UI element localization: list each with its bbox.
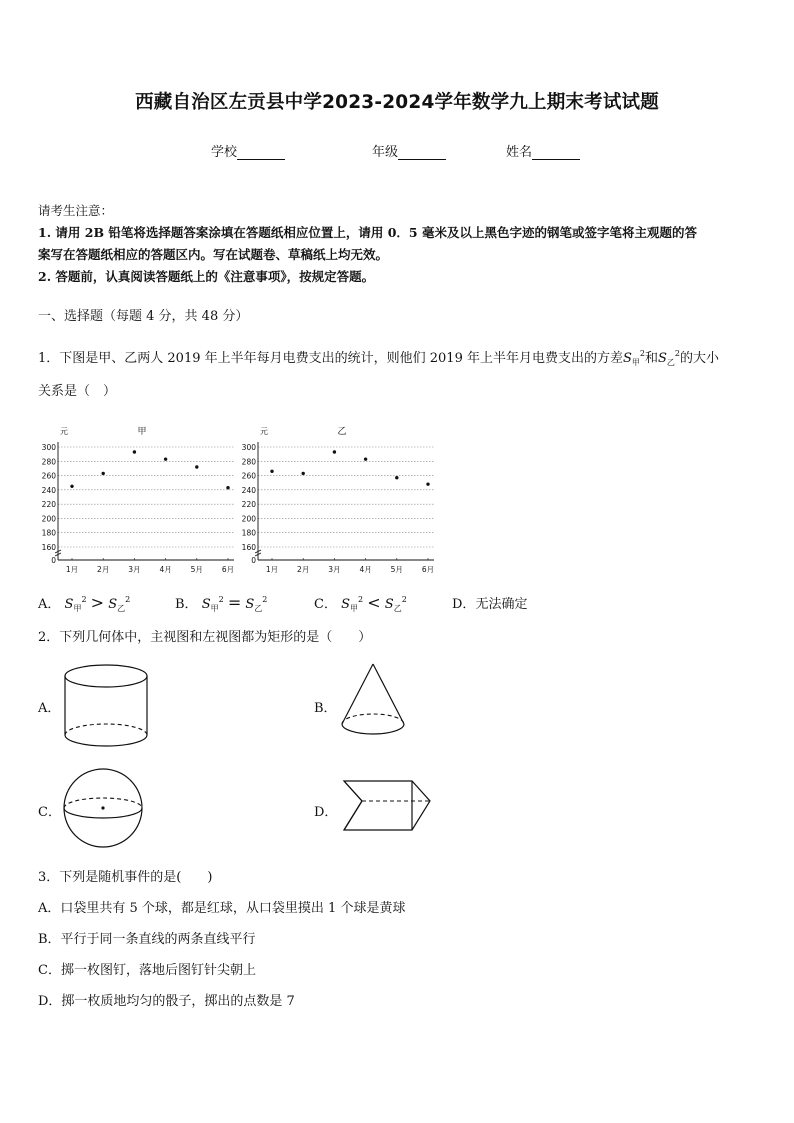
name-blank bbox=[532, 146, 580, 160]
q1-option-c[interactable] bbox=[314, 593, 407, 614]
sphere-figure bbox=[60, 766, 150, 852]
name-label: 姓名 bbox=[506, 145, 533, 160]
subscript-jia: 甲 bbox=[631, 358, 640, 367]
s-symbol: S bbox=[622, 351, 632, 366]
y-tick-label: 200 bbox=[41, 514, 56, 524]
y-tick-label: 0 bbox=[251, 556, 256, 565]
grade-label: 年级 bbox=[372, 145, 399, 160]
subscript-yi: 乙 bbox=[393, 604, 402, 613]
data-point bbox=[364, 457, 367, 460]
y-tick-label: 180 bbox=[241, 528, 256, 538]
option-label: A． bbox=[38, 597, 61, 612]
chart-title: 乙 bbox=[337, 427, 347, 437]
s-symbol: S bbox=[201, 597, 211, 612]
q1-option-a[interactable] bbox=[38, 593, 130, 614]
q3-option-d[interactable]: D．掷一枚质地均匀的骰子，掷出的点数是 7 bbox=[38, 994, 295, 1009]
y-tick-label: 220 bbox=[241, 500, 256, 510]
q2-option-b-label[interactable]: B． bbox=[314, 701, 337, 716]
s-symbol: S bbox=[108, 597, 118, 612]
data-point bbox=[195, 465, 198, 468]
subscript-yi: 乙 bbox=[254, 604, 263, 613]
option-label: C． bbox=[314, 597, 337, 612]
school-field bbox=[211, 141, 285, 160]
y-tick-label: 280 bbox=[41, 457, 56, 467]
data-point bbox=[70, 485, 73, 488]
superscript-2: 2 bbox=[125, 595, 131, 604]
relation-symbol: = bbox=[227, 593, 242, 612]
y-tick-label: 300 bbox=[241, 443, 256, 452]
x-tick-label: 6月 bbox=[421, 565, 435, 574]
option-label: D． bbox=[452, 597, 476, 612]
subscript-yi: 乙 bbox=[666, 358, 675, 367]
option-label: B． bbox=[175, 597, 198, 612]
s-symbol: S bbox=[341, 597, 350, 612]
relation-symbol: > bbox=[90, 593, 105, 612]
s-symbol: S bbox=[64, 597, 74, 612]
s-symbol: S bbox=[384, 597, 394, 612]
superscript-2: 2 bbox=[401, 595, 407, 604]
section-heading: 一、选择题（每题 4 分，共 48 分） bbox=[38, 309, 249, 324]
q2-option-a-label[interactable]: A． bbox=[38, 701, 61, 716]
x-tick-label: 1月 bbox=[265, 565, 279, 574]
y-tick-label: 280 bbox=[241, 457, 256, 467]
x-tick-label: 5月 bbox=[390, 565, 403, 574]
data-point bbox=[395, 476, 398, 479]
superscript-2: 2 bbox=[81, 595, 87, 604]
cylinder-figure bbox=[60, 662, 156, 748]
x-tick-label: 1月 bbox=[65, 565, 79, 574]
superscript-2: 2 bbox=[218, 595, 224, 604]
y-tick-label: 260 bbox=[41, 471, 56, 481]
y-tick-label: 180 bbox=[41, 528, 56, 538]
x-tick-label: 5月 bbox=[190, 565, 203, 574]
relation-symbol: < bbox=[367, 593, 381, 612]
y-axis-label: 元 bbox=[260, 427, 268, 436]
x-tick-label: 2月 bbox=[297, 565, 310, 574]
s-symbol: S bbox=[658, 351, 667, 366]
y-tick-label: 300 bbox=[41, 443, 56, 452]
data-point bbox=[164, 457, 167, 460]
q1-text-b: 的大小 bbox=[680, 351, 720, 366]
y-tick-label: 160 bbox=[41, 543, 56, 552]
x-tick-label: 4月 bbox=[359, 565, 372, 574]
q2-option-d-label[interactable]: D． bbox=[314, 805, 338, 820]
notice-heading: 请考生注意： bbox=[38, 203, 114, 218]
chart-title: 甲 bbox=[137, 427, 147, 437]
superscript-2: 2 bbox=[674, 349, 680, 358]
name-field bbox=[506, 141, 580, 160]
data-point bbox=[133, 450, 136, 453]
notice-item-1-line-1: 1. 请用 2B 铅笔将选择题答案涂填在答题纸相应位置上，请用 0．5 毫米及以上黑色字迹的钢笔或签字笔将主观题的答 bbox=[38, 225, 697, 240]
data-point bbox=[426, 482, 429, 485]
y-tick-label: 200 bbox=[241, 514, 256, 524]
q3-option-a[interactable]: A．口袋里共有 5 个球，都是红球，从口袋里摸出 1 个球是黄球 bbox=[38, 901, 406, 916]
question-1 bbox=[38, 344, 768, 373]
q1-option-d[interactable] bbox=[452, 593, 527, 612]
q3-option-b[interactable]: B．平行于同一条直线的两条直线平行 bbox=[38, 932, 256, 947]
superscript-2: 2 bbox=[639, 349, 645, 358]
superscript-2: 2 bbox=[262, 595, 268, 604]
x-tick-label: 3月 bbox=[128, 565, 141, 574]
x-tick-label: 3月 bbox=[328, 565, 341, 574]
chart-jia bbox=[38, 420, 238, 578]
q1-line-2: 关系是（ ） bbox=[38, 384, 117, 399]
data-point bbox=[270, 470, 273, 473]
page-title: 西藏自治区左贡县中学2023-2024学年数学九上期末考试试题 bbox=[135, 92, 659, 113]
q1-he: 和 bbox=[644, 351, 658, 366]
question-3: 3．下列是随机事件的是( ) bbox=[38, 870, 213, 885]
s-symbol: S bbox=[245, 597, 255, 612]
chart-yi bbox=[238, 420, 438, 578]
cone-figure bbox=[338, 660, 410, 744]
y-axis-label: 元 bbox=[60, 427, 68, 436]
y-tick-label: 220 bbox=[41, 500, 56, 510]
x-tick-label: 4月 bbox=[159, 565, 172, 574]
y-tick-label: 0 bbox=[51, 556, 56, 565]
subscript-jia: 甲 bbox=[210, 604, 219, 613]
question-2: 2．下列几何体中，主视图和左视图都为矩形的是（ ） bbox=[38, 630, 372, 645]
data-point bbox=[226, 486, 229, 489]
prism-figure bbox=[338, 776, 436, 838]
grade-blank bbox=[398, 146, 446, 160]
x-tick-label: 2月 bbox=[97, 565, 110, 574]
data-point bbox=[333, 450, 336, 453]
q1-text-a: 1．下图是甲、乙两人 2019 年上半年每月电费支出的统计，则他们 2019 年上半年月电费支出的方差 bbox=[38, 351, 623, 366]
school-blank bbox=[237, 146, 285, 160]
notice-block bbox=[38, 200, 760, 288]
subscript-jia: 甲 bbox=[73, 604, 82, 613]
y-tick-label: 240 bbox=[41, 485, 56, 495]
q1-option-b[interactable] bbox=[175, 593, 267, 614]
x-tick-label: 6月 bbox=[221, 565, 235, 574]
y-tick-label: 240 bbox=[241, 485, 256, 495]
q3-option-c[interactable]: C．掷一枚图钉，落地后图钉针尖朝上 bbox=[38, 963, 256, 978]
notice-item-1-line-2: 案写在答题纸相应的答题区内。写在试题卷、草稿纸上均无效。 bbox=[38, 247, 389, 262]
y-tick-label: 160 bbox=[241, 543, 256, 552]
grade-field bbox=[372, 141, 446, 160]
subscript-yi: 乙 bbox=[117, 604, 126, 613]
subscript-jia: 甲 bbox=[350, 604, 358, 613]
y-tick-label: 260 bbox=[241, 471, 256, 481]
notice-item-2: 2. 答题前，认真阅读答题纸上的《注意事项》，按规定答题。 bbox=[38, 269, 375, 284]
option-text: 无法确定 bbox=[475, 597, 528, 612]
data-point bbox=[302, 472, 305, 475]
superscript-2: 2 bbox=[358, 595, 364, 604]
school-label: 学校 bbox=[211, 145, 238, 160]
q2-option-c-label[interactable]: C． bbox=[38, 805, 61, 820]
data-point bbox=[102, 472, 105, 475]
